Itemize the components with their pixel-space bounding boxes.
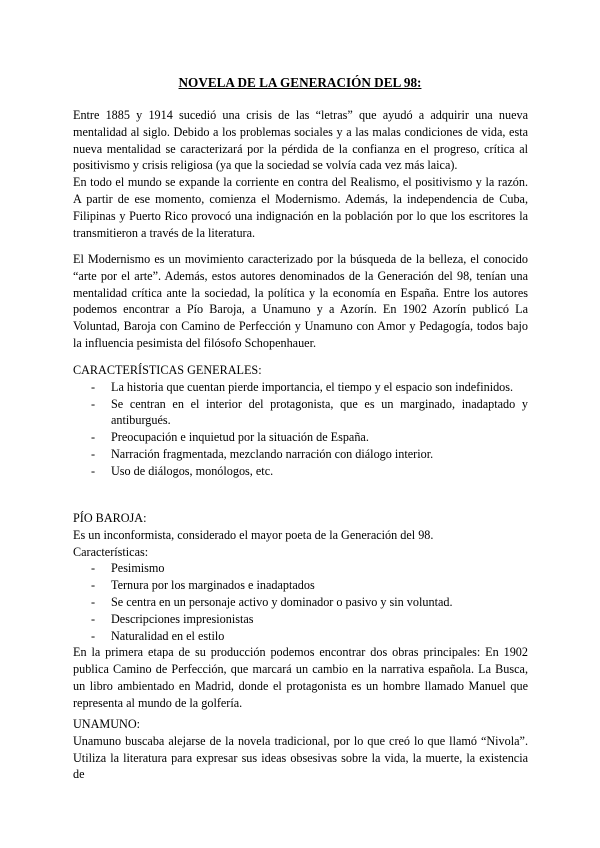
intro-paragraph: Entre 1885 y 1914 sucedió una crisis de las “letras” que ayudó a adquirir una nueva mentalidad al siglo. Debido a los problemas sociales y a las malas condiciones de vida, esta nueva mentalidad se caracterizará por la pérdida de la confianza en el progreso, crítica al positivismo y crisis religiosa (ya que la sociedad se volvía cada vez más laica). — [73, 108, 528, 173]
list-item-text: Se centran en el interior del protagonista, que es un marginado, inadaptado y antiburgués. — [111, 396, 528, 428]
bullet-list — [73, 560, 528, 644]
bullet-marker: - — [91, 611, 96, 626]
list-item — [73, 396, 528, 430]
bullet-marker: - — [91, 379, 96, 394]
list-item-text: Uso de diálogos, monólogos, etc. — [111, 463, 274, 478]
bullet-marker: - — [91, 561, 96, 576]
list-item-text: Narración fragmentada, mezclando narración con diálogo interior. — [111, 446, 434, 461]
list-item-text: La historia que cuentan pierde importancia, el tiempo y el espacio son indefinidos. — [111, 379, 514, 394]
modernismo-section — [73, 251, 528, 352]
list-item — [73, 594, 528, 611]
list-item-text: Ternura por los marginados e inadaptados — [111, 578, 315, 593]
list-item-text: Pesimismo — [111, 561, 165, 576]
section-heading: CARACTERÍSTICAS GENERALES: — [73, 363, 262, 377]
section-heading: UNAMUNO: — [73, 717, 141, 731]
baroja-section — [73, 510, 528, 712]
baroja-closing-paragraph: En la primera etapa de su producción podemos encontrar dos obras principales: En 1902 publica Camino de Perfección, que marcará un cambio en la narrativa española. La Busca, un libro ambientado en Madrid, donde el protagonista es un hombre llamado Manuel que representa al mundo de la golfería. — [73, 645, 528, 710]
list-item — [73, 628, 528, 645]
bullet-marker: - — [91, 430, 96, 445]
caracteristicas-section — [73, 362, 528, 480]
list-item — [73, 379, 528, 396]
unamuno-paragraph: Unamuno buscaba alejarse de la novela tradicional, por lo que creó lo que llamó “Nivola”. Utiliza la literatura para expresar sus ideas obsesivas sobre la vida, la muerte, la existencia de — [73, 733, 528, 782]
bullet-marker: - — [91, 578, 96, 593]
list-item — [73, 463, 528, 480]
list-item — [73, 611, 528, 628]
page-title: NOVELA DE LA GENERACIÓN DEL 98: — [178, 75, 422, 90]
bullet-marker: - — [91, 594, 96, 609]
intro-paragraph: En todo el mundo se expande la corriente en contra del Realismo, el positivismo y la razón. A partir de ese momento, comienza el Modernismo. Además, la independencia de Cuba, Filipinas y Puerto Rico provocó una indignación en la población por lo que los escritores la transmitieron a través de la literatura. — [73, 175, 528, 240]
bullet-marker: - — [91, 446, 96, 461]
bullet-list — [73, 379, 528, 480]
baroja-subheading: Características: — [73, 544, 149, 559]
modernismo-paragraph: El Modernismo es un movimiento caracterizado por la búsqueda de la belleza, el conocido “arte por el arte”. Además, estos autores denominados de la Generación del 98, tenían una mentalidad crítica ante la sociedad, la política y la economía en España. Entre los autores podemos encontrar a Pío Baroja, a Unamuno y a Azorín. En 1902 Azorín publicó La Voluntad, Baroja con Camino de Perfección y Unamuno con Amor y Pedagogía, todos bajo la influencia pesimista del filósofo Schopenhauer. — [73, 252, 528, 350]
section-heading: PÍO BAROJA: — [73, 511, 147, 525]
list-item — [73, 560, 528, 577]
list-item-text: Preocupación e inquietud por la situación de España. — [111, 430, 369, 445]
bullet-marker: - — [91, 396, 96, 411]
bullet-marker: - — [91, 463, 96, 478]
list-item-text: Descripciones impresionistas — [111, 611, 254, 626]
unamuno-section — [73, 716, 528, 783]
list-item — [73, 577, 528, 594]
list-item — [73, 446, 528, 463]
list-item-text: Se centra en un personaje activo y dominador o pasivo y sin voluntad. — [111, 594, 453, 609]
list-item — [73, 429, 528, 446]
bullet-marker: - — [91, 628, 96, 643]
baroja-intro: Es un inconformista, considerado el mayor poeta de la Generación del 98. — [73, 527, 434, 542]
list-item-text: Naturalidad en el estilo — [111, 628, 225, 643]
intro-section — [73, 107, 528, 241]
